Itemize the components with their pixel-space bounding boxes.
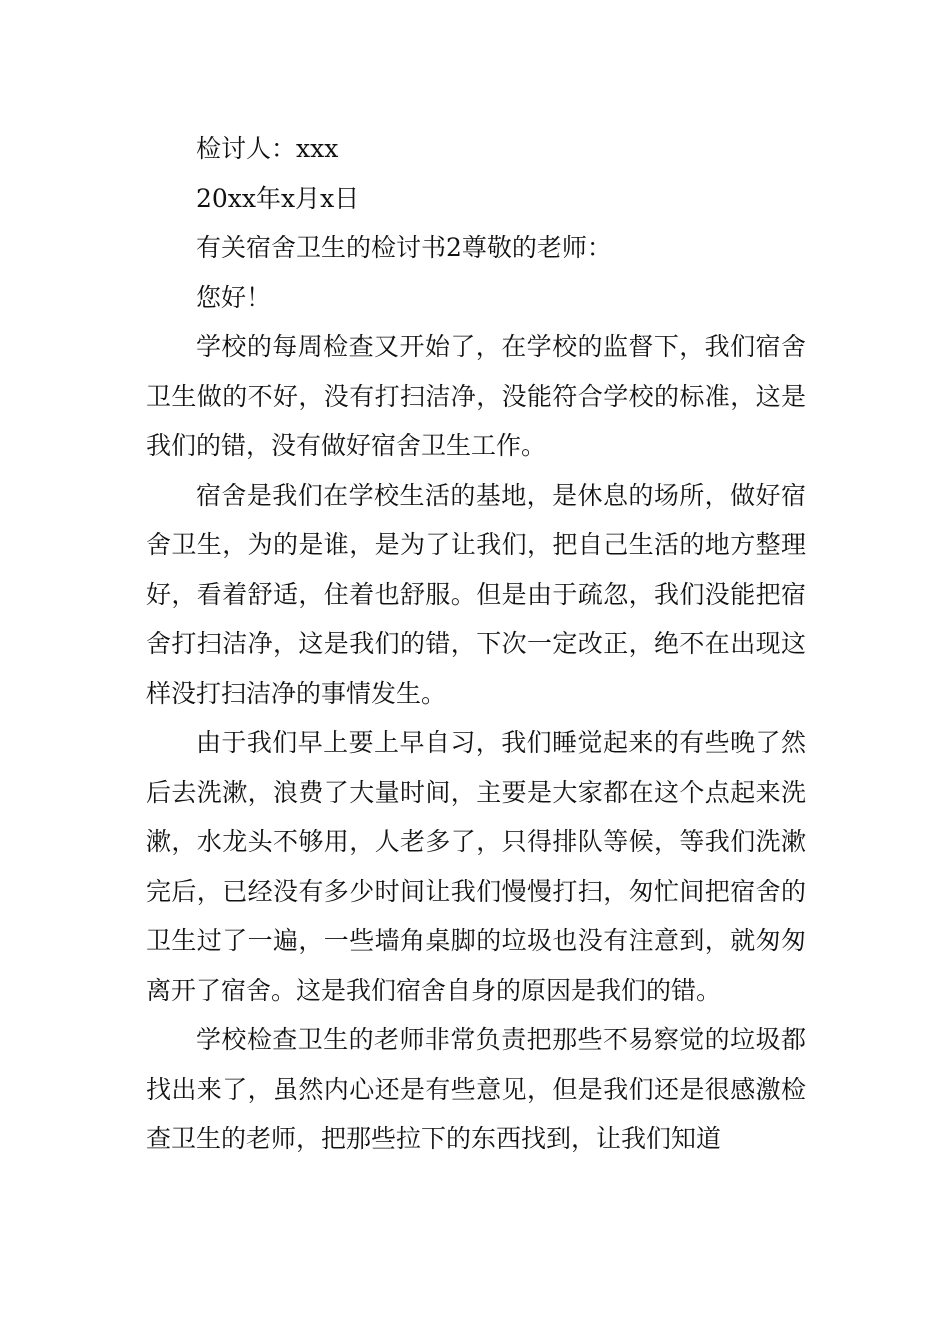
paragraph-2: 宿舍是我们在学校生活的基地，是休息的场所，做好宿舍卫生，为的是谁，是为了让我们，把自己生活的地方整理好，看着舒适，住着也舒服。但是由于疏忽，我们没能把宿舍打扫洁净，这是我们的错，下次一定改正，绝不在出现这样没打扫洁净的事情发生。 [146,480,806,708]
paragraph-3: 由于我们早上要上早自习，我们睡觉起来的有些晚了然后去洗漱，浪费了大量时间，主要是大家都在这个点起来洗漱，水龙头不够用，人老多了，只得排队等候，等我们洗漱完后，已经没有多少时间让我们慢慢打扫，匆忙间把宿舍的卫生过了一遍，一些墙角桌脚的垃圾也没有注意到，就匆匆离开了宿舍。这是我们宿舍自身的原因是我们的错。 [146,728,806,1005]
date-line: 20xx年x月x日 [196,183,360,213]
greeting: 您好！ [196,282,272,312]
signature-line: 检讨人：xxx [196,134,339,163]
paragraph-1: 学校的每周检查又开始了，在学校的监督下，我们宿舍卫生做的不好，没有打扫洁净，没能符合学校的标准，这是我们的错，没有做好宿舍卫生工作。 [146,332,806,460]
paragraph-4: 学校检查卫生的老师非常负责把那些不易察觉的垃圾都找出来了，虽然内心还是有些意见，但是我们还是很感激检查卫生的老师，把那些拉下的东西找到，让我们知道 [146,1025,806,1153]
title-line: 有关宿舍卫生的检讨书2尊敬的老师： [196,233,612,262]
